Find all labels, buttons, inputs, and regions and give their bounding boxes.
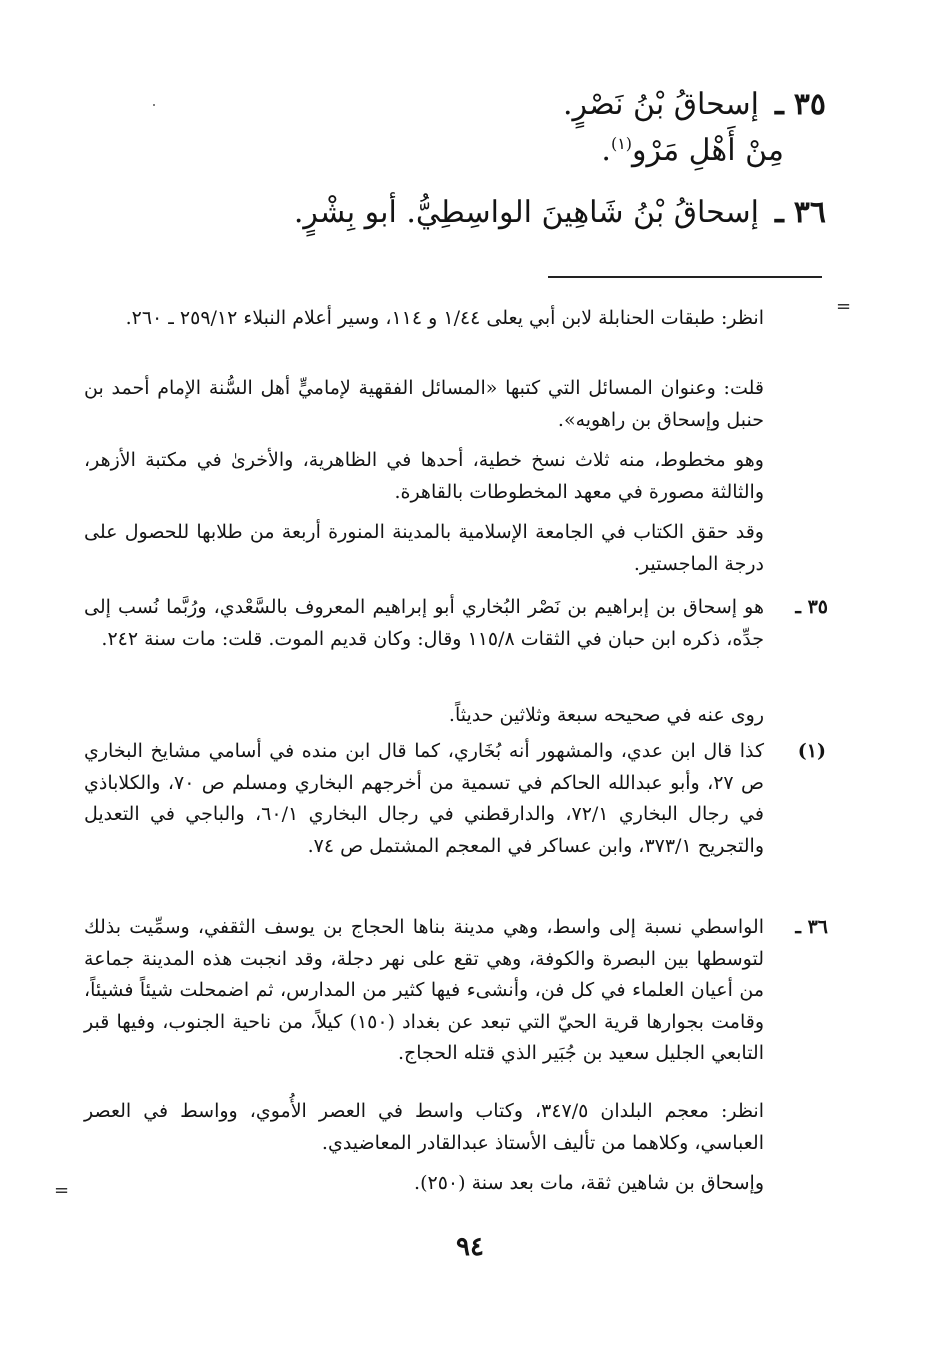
speck-mark <box>153 104 155 106</box>
entry-number: ٣٥ <box>793 87 826 122</box>
footnote-continuation-4: وقد حقق الكتاب في الجامعة الإسلامية بالمدينة المنورة أربعة من طلابها للحصول على درجة الماجستير. <box>84 521 764 575</box>
footnote-35-text: هو إسحاق بن إبراهيم بن نَصْر البُخاري أبو إبراهيم المعروف بالسَّعْدي، ورُبَّما نُسب إلى جدِّه، ذكره ابن حبان في الثقات ١١٥/٨ وقال: وكان قديم الموت. قلت: مات سنة ٢٤٢. <box>84 596 764 650</box>
footnote-label-35: ٣٥ ـ <box>795 596 828 618</box>
footnote-continuation-2: قلت: وعنوان المسائل التي كتبها «المسائل الفقهية لإماميٍّ أهل السُّنة الإمام أحمد بن حنبل وإسحاق بن راهويه». <box>84 377 764 431</box>
entry-title: إسحاقُ بْنُ شَاهِينَ الواسِطِيُّ. أبو بِشْرٍ. <box>293 195 759 230</box>
entry-dash: ـ <box>774 195 784 230</box>
footnote-ref[interactable]: (١) <box>610 134 633 153</box>
footnote-label-36: ٣٦ ـ <box>795 916 828 938</box>
continuation-mark: = <box>54 1180 70 1201</box>
page-number: ٩٤ <box>456 1232 484 1262</box>
footnote-1-text: كذا قال ابن عدي، والمشهور أنه بُخَاري، كما قال ابن منده في أسامي مشايخ البخاري ص ٢٧، وأبو عبدالله الحاكم في تسمية من أخرجهم البخاري ومسلم ص ٧٠، والكلاباذي في رجال البخاري ٧٢/١، والدارقطني في رجال البخاري ٦٠/١، والباجي في التعديل والتجريح ٣٧٣/١، وابن عساكر في المعجم المشتمل ص ٧٤. <box>84 740 764 857</box>
origin-text: مِنْ أَهْلِ مَرْو <box>632 133 784 168</box>
entry-36 <box>240 190 826 236</box>
footnote-label-1: (١) <box>797 740 826 762</box>
entry-dash: ـ <box>774 87 784 122</box>
footnote-35-extra: روى عنه في صحيحه سبعة وثلاثين حديثاً. <box>448 704 764 726</box>
footnote-36-text: الواسطي نسبة إلى واسط، وهي مدينة بناها الحجاج بن يوسف الثقفي، وسمِّيت بذلك لتوسطها بين البصرة والكوفة، وهي تقع على نهر دجلة، وقد انجبت هذه المدينة جماعة من أعيان العلماء في كل فن، وأنشىء فيها كثير من المدارس، ثم اضمحلت شيئاً فشيئاً، وقامت بجوارها قرية الحيّ التي تبعد عن بغداد (١٥٠) كيلاً، من ناحية الجنوب، وفيها قبر التابعي الجليل سعيد بن جُبَير الذي قتله الحجاج. <box>84 916 764 1064</box>
continuation-mark: = <box>836 296 852 317</box>
entry-number: ٣٦ <box>793 195 826 230</box>
entry-35 <box>240 82 826 174</box>
footnote-continuation-3: وهو مخطوط، منه ثلاث نسخ خطية، أحدها في الظاهرية، والأخرىٰ في مكتبة الأزهر، والثالثة مصورة في معهد المخطوطات بالقاهرة. <box>84 449 764 503</box>
footnote-36-extra-2: وإسحاق بن شاهين ثقة، مات بعد سنة (٢٥٠). <box>414 1172 764 1194</box>
entry-title: إسحاقُ بْنُ نَصْرٍ. <box>563 87 759 122</box>
footnote-separator <box>548 276 822 278</box>
footnote-36-extra-1: انظر: معجم البلدان ٣٤٧/٥، وكتاب واسط في العصر الأُموي، وواسط في العصر العباسي، وكلاهما من تأليف الأستاذ عبدالقادر المعاضيدي. <box>84 1100 764 1154</box>
footnote-continuation-1: انظر: طبقات الحنابلة لابن أبي يعلى ١/٤٤ و ١١٤، وسير أعلام النبلاء ٢٥٩/١٢ ـ ٢٦٠. <box>125 307 764 329</box>
origin-end: . <box>601 133 611 168</box>
entry-origin <box>240 128 826 174</box>
